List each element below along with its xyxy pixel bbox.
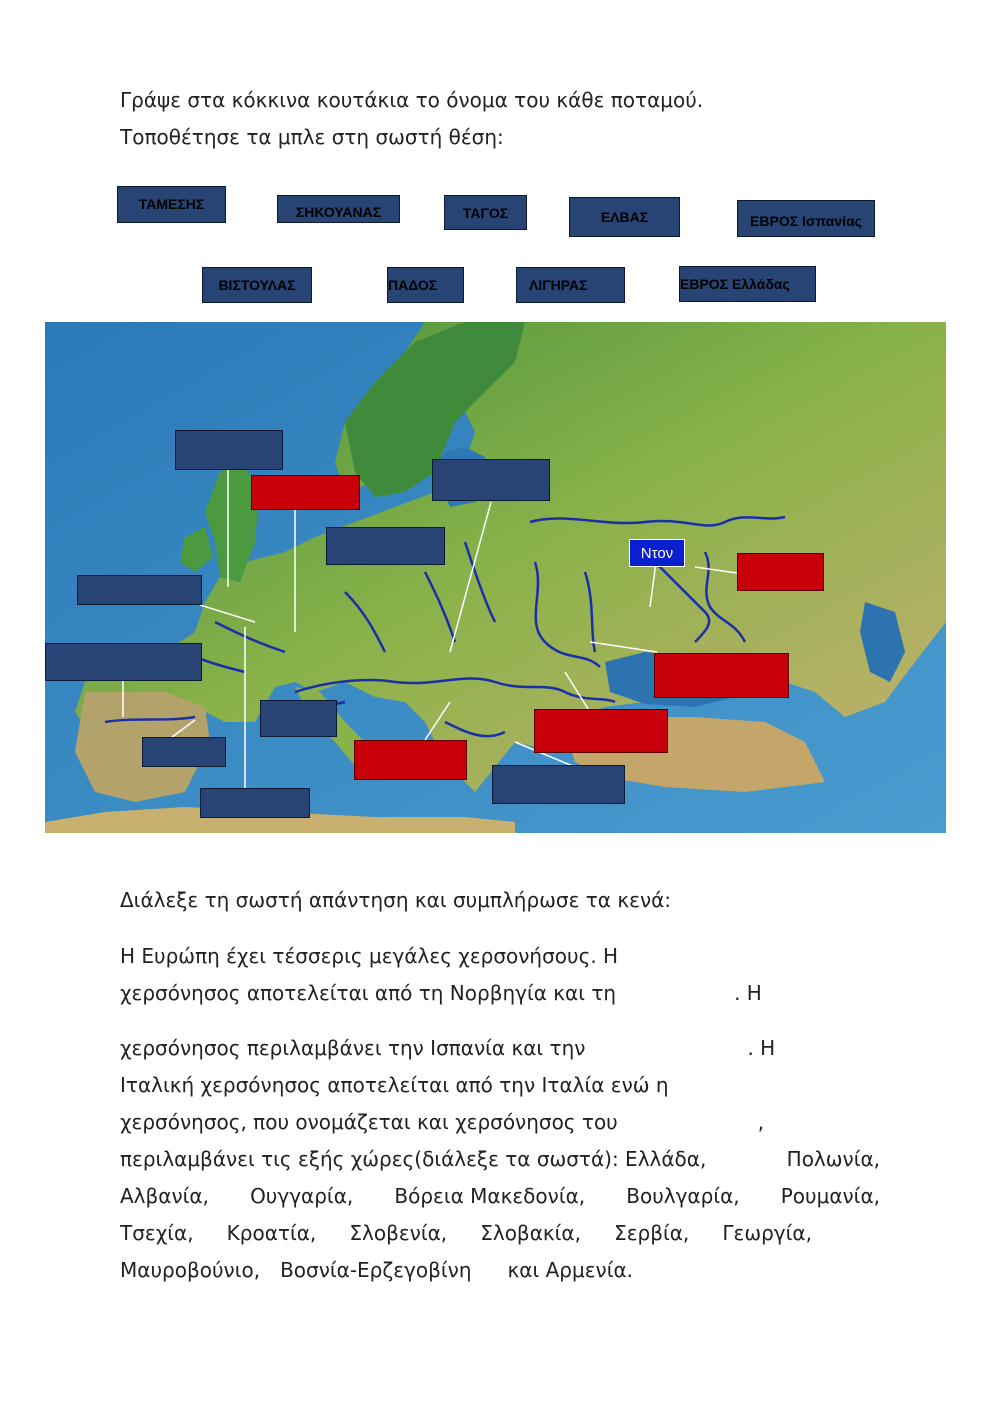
country-option[interactable]: Κροατία,	[226, 1221, 317, 1245]
country-text: περιλαμβάνει τις εξής χώρες(διάλεξε τα σωστά): Ελλάδα,	[120, 1147, 707, 1171]
drop-target-2[interactable]	[432, 459, 550, 501]
country-option[interactable]: Γεωργία,	[722, 1221, 812, 1245]
drop-target-4[interactable]	[77, 575, 202, 605]
drop-target-8[interactable]	[200, 788, 310, 818]
p2-line-7	[120, 1252, 880, 1289]
river-chip-thames[interactable]: ΤΑΜΕΣΗΣ	[117, 186, 226, 223]
paragraph-1	[120, 938, 880, 1012]
answer-box-2[interactable]	[354, 740, 467, 780]
instruction-line-2: Τοποθέτησε τα μπλε στη σωστή θέση:	[120, 125, 504, 149]
country-option[interactable]: Ρουμανία,	[780, 1184, 880, 1208]
instruction-line-1: Γράψε στα κόκκινα κουτάκια το όνομα του κάθε ποταμού.	[120, 88, 704, 112]
p2-line-1	[120, 1030, 880, 1067]
river-chip-elbe[interactable]: ΕΛΒΑΣ	[569, 197, 680, 237]
river-chip-loire[interactable]: ΛΙΓΗΡΑΣ	[516, 267, 625, 303]
p2-line-4	[120, 1141, 880, 1178]
exercise-heading: Διάλεξε τη σωστή απάντηση και συμπλήρωσε τα κενά:	[120, 888, 672, 912]
paragraph-2	[120, 1030, 880, 1289]
river-chip-po[interactable]: ΠΑΔΟΣ	[387, 267, 464, 303]
river-chip-seine[interactable]: ΣΗΚΟΥΑΝΑΣ	[277, 195, 400, 223]
answer-box-5[interactable]	[737, 553, 824, 591]
answer-box-3[interactable]	[534, 709, 668, 753]
country-option[interactable]: Μαυροβούνιο,	[120, 1258, 261, 1282]
p2-line-6	[120, 1215, 812, 1252]
country-option[interactable]: Αλβανία,	[120, 1184, 209, 1208]
river-chip-tagus[interactable]: ΤΑΓΟΣ	[444, 195, 527, 230]
drop-target-1[interactable]	[175, 430, 283, 470]
answer-box-1[interactable]	[251, 475, 360, 510]
drop-target-6[interactable]	[260, 700, 337, 737]
country-option[interactable]: Σλοβενία,	[349, 1221, 448, 1245]
country-option[interactable]: Πολωνία,	[786, 1147, 880, 1171]
don-river-label: Ντον	[629, 539, 685, 567]
country-option[interactable]: Σλοβακία,	[480, 1221, 581, 1245]
river-chip-evros-greece[interactable]: ΕΒΡΟΣ Ελλάδας	[679, 266, 816, 302]
country-option[interactable]: Τσεχία,	[120, 1221, 194, 1245]
country-option[interactable]: Βόρεια Μακεδονία,	[394, 1184, 586, 1208]
p2-line-3-text: χερσόνησος, που ονομάζεται και χερσόνησος του	[120, 1110, 618, 1134]
drop-target-9[interactable]	[492, 765, 625, 804]
country-option[interactable]: Βοσνία-Ερζεγοβίνη	[280, 1258, 472, 1282]
p2-line-3-end: ,	[757, 1110, 765, 1134]
country-option-last[interactable]: και Αρμενία.	[507, 1258, 634, 1282]
country-option[interactable]: Σερβία,	[614, 1221, 690, 1245]
answer-box-4[interactable]	[654, 653, 789, 698]
country-option[interactable]: Βουλγαρία,	[626, 1184, 740, 1208]
drop-target-3[interactable]	[326, 527, 445, 565]
country-option[interactable]: Ουγγαρία,	[250, 1184, 354, 1208]
drop-target-7[interactable]	[142, 737, 226, 767]
p1-line-1: Η Ευρώπη έχει τέσσερις μεγάλες χερσονήσους. Η	[120, 944, 619, 968]
drop-target-5[interactable]	[45, 643, 202, 681]
p1-line-2-text: χερσόνησος αποτελείται από τη Νορβηγία και τη	[120, 981, 617, 1005]
p2-line-3	[120, 1104, 880, 1141]
p1-line-2	[120, 975, 880, 1012]
p1-line-2-end: . Η	[734, 981, 762, 1005]
p2-line-1-text: χερσόνησος περιλαμβάνει την Ισπανία και την	[120, 1036, 586, 1060]
river-chip-vistula[interactable]: ΒΙΣΤΟΥΛΑΣ	[202, 267, 312, 303]
europe-map	[45, 322, 946, 833]
p2-line-5	[120, 1178, 880, 1215]
p2-line-1-end: . Η	[747, 1036, 776, 1060]
river-chip-ebro-spain[interactable]: ΕΒΡΟΣ Ισπανίας	[737, 200, 875, 237]
p2-line-2: Ιταλική χερσόνησος αποτελείται από την Ιταλία ενώ η	[120, 1073, 669, 1097]
